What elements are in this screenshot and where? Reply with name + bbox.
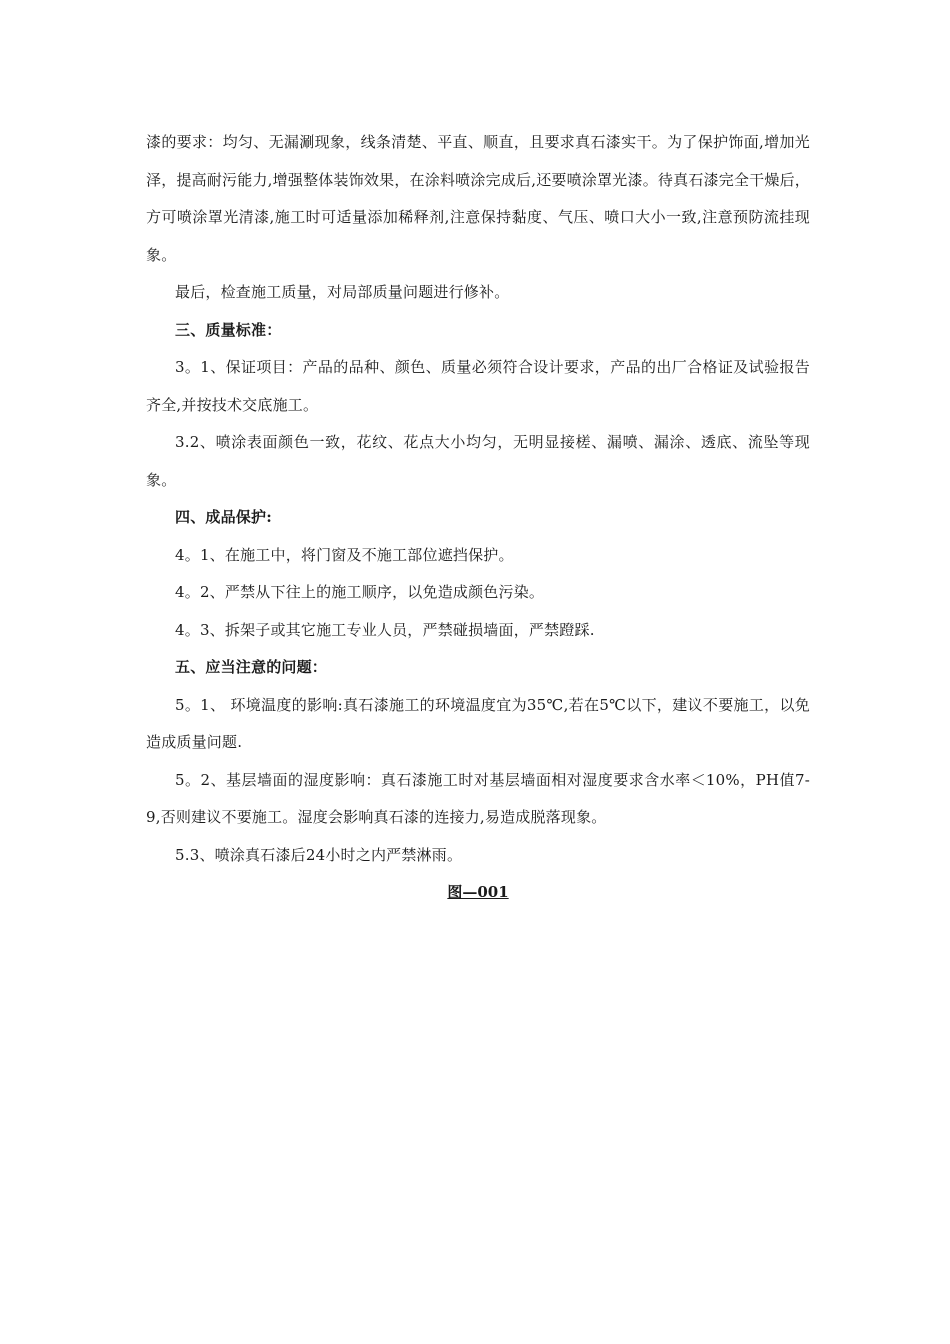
paragraph-3-2: 3.2、喷涂表面颜色一致，花纹、花点大小均匀，无明显接槎、漏喷、漏涂、透底、流坠等现象。 — [146, 433, 810, 489]
paragraph-5-2: 5。2、基层墙面的湿度影响：真石漆施工时对基层墙面相对湿度要求含水率＜10%，PH值7-9,否则建议不要施工。湿度会影响真石漆的连接力,易造成脱落现象。 — [146, 770, 810, 826]
paragraph-coating-requirements: 漆的要求：均匀、无漏涮现象，线条清楚、平直、顺直，且要求真石漆实干。为了保护饰面,增加光泽，提高耐污能力,增强整体装饰效果，在涂料喷涂完成后,还要喷涂罩光漆。待真石漆完全干燥后，方可喷涂罩光清漆,施工时可适量添加稀释剂,注意保持黏度、气压、喷口大小一致,注意预防流挂现象。 — [146, 133, 810, 264]
paragraph-3-1: 3。1、保证项目：产品的品种、颜色、质量必须符合设计要求，产品的出厂合格证及试验报告齐全,并按技术交底施工。 — [146, 358, 810, 414]
paragraph-5-3: 5.3、喷涂真石漆后24小时之内严禁淋雨。 — [175, 845, 463, 864]
paragraph-4-2: 4。2、严禁从下往上的施工顺序，以免造成颜色污染。 — [175, 583, 545, 601]
figure-caption: 图—001 — [447, 883, 509, 901]
paragraph-5-1: 5。1、 环境温度的影响:真石漆施工的环境温度宜为35℃,若在5℃以下，建议不要施工，以免造成质量问题. — [146, 695, 810, 751]
paragraph-4-3: 4。3、拆架子或其它施工专业人员，严禁碰损墙面，严禁蹬踩. — [175, 620, 595, 639]
section-heading-attention-issues: 五、应当注意的问题： — [175, 658, 328, 676]
paragraph-final-inspection: 最后，检查施工质量，对局部质量问题进行修补。 — [175, 283, 510, 301]
section-heading-product-protection: 四、成品保护: — [175, 508, 272, 526]
paragraph-4-1: 4。1、在施工中，将门窗及不施工部位遮挡保护。 — [175, 545, 514, 564]
section-heading-quality-standard: 三、质量标准： — [175, 320, 282, 339]
document-page — [146, 124, 810, 912]
